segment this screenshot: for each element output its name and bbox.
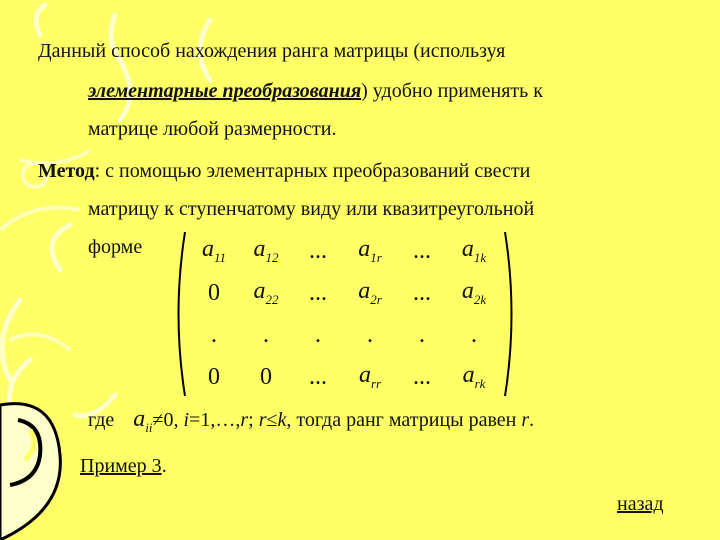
matrix-grid: [188, 230, 500, 398]
ne-zero: ≠0,: [152, 409, 184, 431]
period: .: [529, 409, 535, 431]
matrix-cell-1-3: $a_{2r}$: [358, 278, 382, 307]
matrix-cell-0-1: $a_{12}$: [253, 236, 279, 265]
echelon-matrix: [170, 230, 520, 398]
matrix-cell-2-5: .: [471, 321, 477, 348]
matrix-cell-1-2: ...: [309, 279, 327, 306]
var-r-3: r: [521, 409, 530, 431]
matrix-cell-3-3: $a_{rr}$: [358, 362, 382, 391]
matrix-cell-1-1: $a_{22}$: [253, 278, 279, 307]
matrix-cell-2-3: .: [367, 321, 373, 348]
matrix-cell-2-1: .: [263, 321, 269, 348]
method-line-1: [38, 160, 530, 183]
method-line-2: матрицу к ступенчатому виду или квазитреугольной: [88, 198, 535, 220]
matrix-cell-2-2: .: [315, 321, 321, 348]
rank-text: , тогда ранг матрицы равен: [286, 409, 522, 431]
matrix-cell-1-0: 0: [208, 279, 220, 306]
where-label: где: [88, 409, 115, 431]
matrix-cell-0-0: $a_{11}$: [201, 236, 227, 265]
intro-line-2-rest: ) удобно применять к: [361, 80, 543, 102]
intro-line-2: [88, 80, 543, 103]
matrix-cell-3-1: 0: [260, 363, 272, 390]
matrix-cell-1-5: $a_{2k}$: [461, 278, 487, 307]
method-line-1-rest: : с помощью элементарных преобразований свести: [94, 160, 531, 182]
example-period: .: [161, 455, 167, 477]
example-3-link[interactable]: Пример 3: [80, 455, 162, 477]
where-line: [88, 406, 534, 436]
matrix-cell-3-0: 0: [208, 363, 220, 390]
example-line: [80, 455, 167, 478]
matrix-cell-3-4: ...: [413, 363, 431, 390]
left-paren: [170, 230, 188, 398]
right-paren: [502, 230, 520, 398]
semicolon: ;: [248, 409, 259, 431]
var-r: r: [240, 409, 249, 431]
back-link-wrap: [617, 493, 664, 516]
back-link[interactable]: назад: [617, 493, 664, 515]
le-sign: ≤: [266, 409, 278, 431]
matrix-cell-3-5: $a_{rk}$: [462, 362, 486, 391]
matrix-cell-1-4: ...: [413, 279, 431, 306]
matrix-cell-2-0: .: [211, 321, 217, 348]
method-line-3: форме: [88, 236, 143, 258]
elementary-transformations-link[interactable]: элементарные преобразования: [88, 80, 362, 102]
var-r-2: r: [258, 409, 267, 431]
matrix-cell-0-2: ...: [309, 237, 327, 264]
swirl-ornament: [0, 404, 60, 540]
aii-symbol: $a_{ii}$: [133, 406, 153, 435]
matrix-cell-3-2: ...: [309, 363, 327, 390]
matrix-cell-0-4: ...: [413, 237, 431, 264]
intro-line-1: Данный способ нахождения ранга матрицы (используя: [38, 40, 506, 62]
method-label: Метод: [38, 160, 95, 182]
var-i: i: [183, 409, 190, 431]
matrix-cell-0-5: $a_{1k}$: [461, 236, 487, 265]
intro-line-3: матрице любой размерности.: [88, 118, 337, 140]
matrix-cell-0-3: $a_{1r}$: [358, 236, 382, 265]
var-k: k: [277, 409, 287, 431]
index-range: =1,…,: [189, 409, 241, 431]
matrix-cell-2-4: .: [419, 321, 425, 348]
